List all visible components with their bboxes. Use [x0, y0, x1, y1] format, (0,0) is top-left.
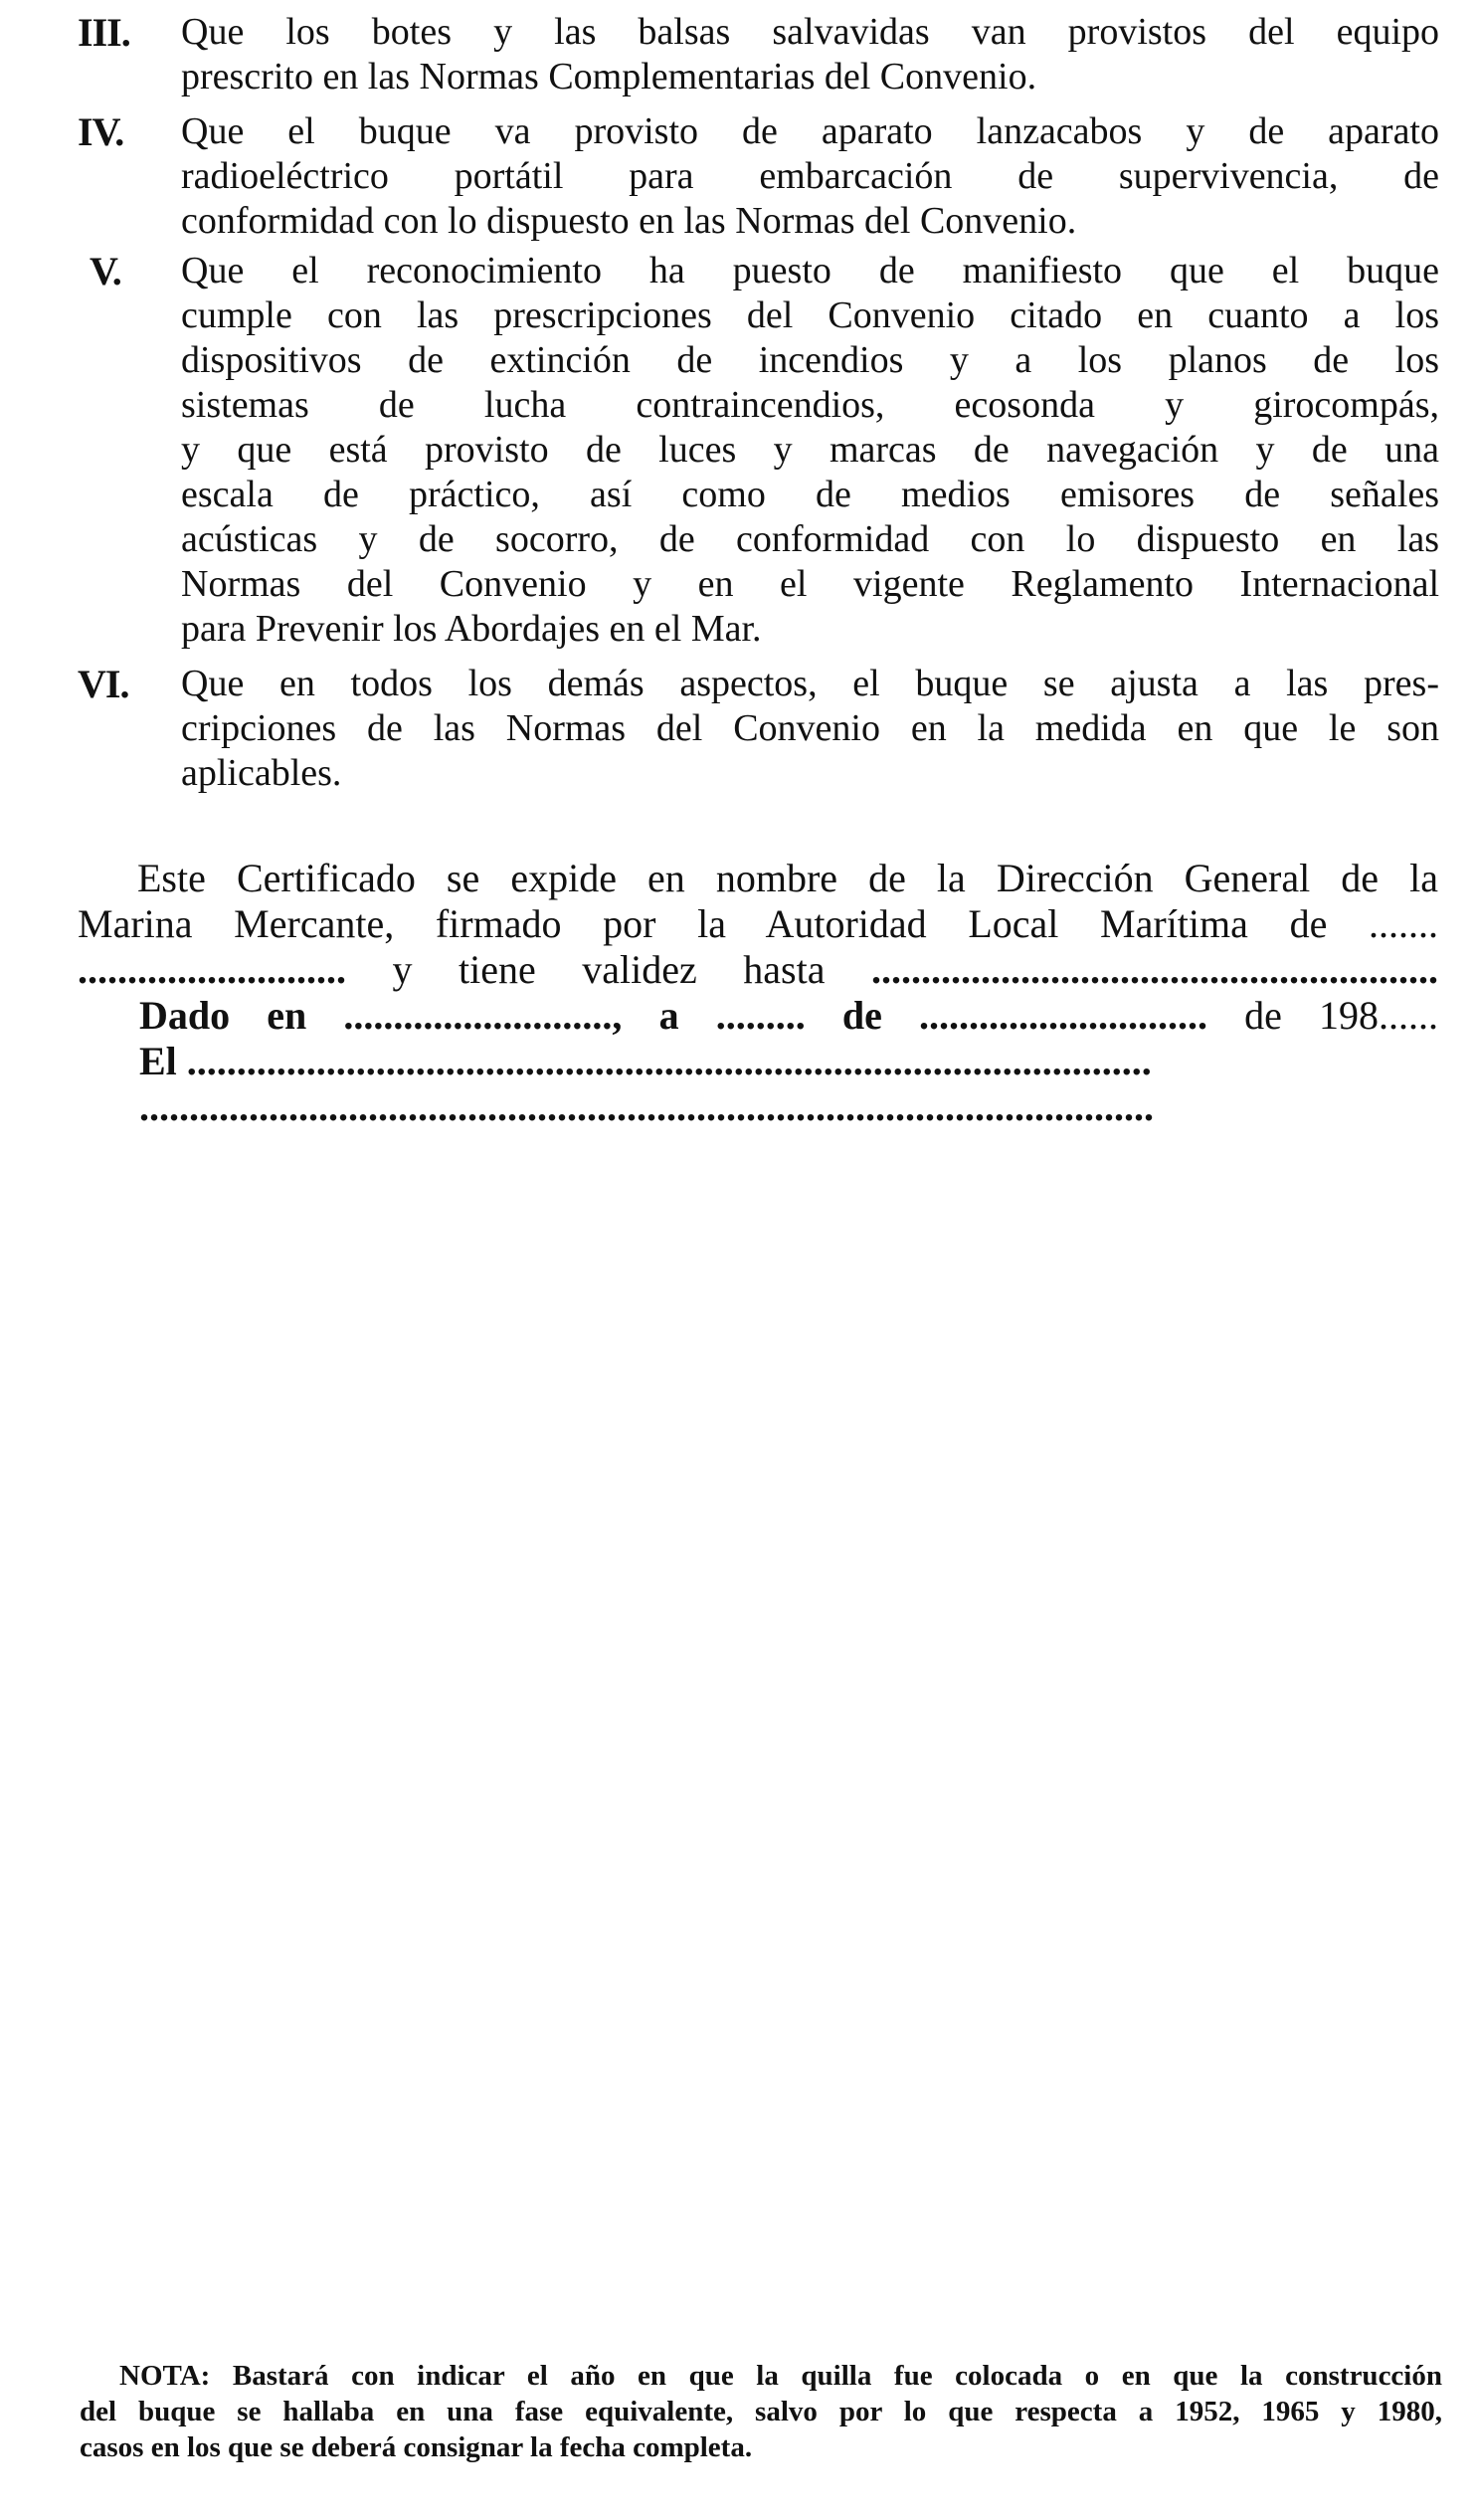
signature-line	[78, 1084, 1438, 1130]
signatory-label: El	[139, 1039, 177, 1083]
clause-text	[181, 249, 1439, 652]
clause-line: prescrito en las Normas Complementarias del Convenio.	[181, 56, 1037, 97]
clause-line: dispositivos de extinción de incendios y a los planos de los	[181, 339, 1439, 381]
footnote-line: NOTA: Bastará con indicar el año en que la quilla fue colocada o en que la construcción	[119, 2360, 1442, 2392]
clause-line: sistemas de lucha contraincendios, ecosonda y girocompás,	[181, 384, 1439, 426]
clause-text	[181, 10, 1439, 99]
footnote-line: del buque se hallaba en una fase equivalente, salvo por lo que respecta a 1952, 1965 y 1980,	[80, 2396, 1442, 2427]
clause-line: acústicas y de socorro, de conformidad con lo dispuesto en las	[181, 518, 1439, 560]
clause-line: aplicables.	[181, 752, 342, 794]
clause-line: Que los botes y las balsas salvavidas van provistos del equipo	[181, 11, 1439, 53]
blank-field[interactable]: ...........................	[78, 947, 346, 992]
signatory-line	[78, 1039, 1438, 1084]
clause-line: Normas del Convenio y en el vigente Reglamento Internacional	[181, 563, 1439, 605]
issued-at-label: Dado en	[139, 993, 307, 1038]
signature-field[interactable]: ......................................................................................................	[139, 1084, 1154, 1129]
issued-at-line	[78, 993, 1438, 1039]
validity-label: y tiene validez hasta	[392, 947, 826, 992]
issued-month-field[interactable]: .............................	[918, 993, 1207, 1038]
clause-line: conformidad con lo dispuesto en las Normas del Convenio.	[181, 200, 1077, 242]
issued-year-field[interactable]: de 198......	[1244, 993, 1439, 1038]
clause-line: y que está provisto de luces y marcas de navegación y de una	[181, 429, 1439, 471]
signatory-field[interactable]: .................................................................................................	[186, 1039, 1152, 1083]
clause-numeral: IV.	[78, 109, 124, 154]
clause-numeral: V.	[90, 249, 121, 293]
clause-line: Que el buque va provisto de aparato lanzacabos y de aparato	[181, 110, 1439, 152]
clause-numeral: VI.	[78, 662, 129, 706]
issued-day-field[interactable]: .........	[715, 993, 806, 1038]
clause-line: para Prevenir los Abordajes en el Mar.	[181, 608, 762, 650]
clause-numeral: III.	[78, 10, 130, 55]
certificate-line: Marina Mercante, firmado por la Autoridad Local Marítima de .......	[78, 901, 1438, 946]
clause-text	[181, 109, 1439, 244]
clause-line: Que el reconocimiento ha puesto de manifiesto que el buque	[181, 250, 1439, 291]
certificate-line-validity	[78, 947, 1438, 993]
day-prefix: a	[658, 993, 679, 1038]
clause-line: Que en todos los demás aspectos, el buque se ajusta a las pres-	[181, 663, 1439, 704]
clause-text	[181, 662, 1439, 796]
issued-place-field[interactable]: ...........................,	[343, 993, 623, 1038]
certificate-line: Este Certificado se expide en nombre de la Dirección General de la	[137, 856, 1438, 900]
clause-line: escala de práctico, así como de medios emisores de señales	[181, 474, 1439, 515]
clause-line: radioeléctrico portátil para embarcación de supervivencia, de	[181, 155, 1439, 197]
footnote	[80, 2358, 1442, 2465]
month-prefix: de	[841, 993, 882, 1038]
footnote-line: casos en los que se deberá consignar la fecha completa.	[80, 2431, 753, 2463]
validity-date-field[interactable]: .........................................................	[871, 947, 1438, 992]
clause-line: cumple con las prescripciones del Convenio citado en cuanto a los	[181, 294, 1439, 336]
certificate-issuance-block	[78, 856, 1438, 1130]
clause-line: cripciones de las Normas del Convenio en la medida en que le son	[181, 707, 1439, 749]
